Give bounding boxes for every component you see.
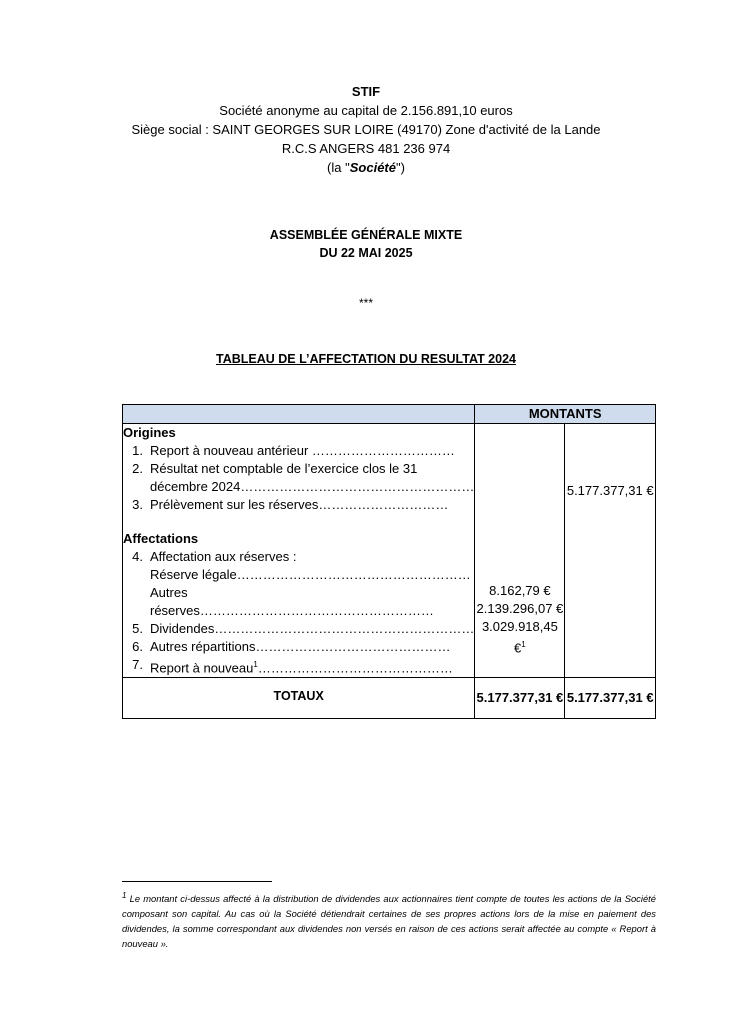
totals-origins: 5.177.377,31 € [565,678,656,719]
origin-item-number: 1. [132,443,143,458]
affectation-item-number [123,566,150,584]
origin-item [123,478,474,496]
affectation-item-number: 5. [132,621,143,636]
meeting-type: ASSEMBLÉE GÉNÉRALE MIXTE [269,228,463,242]
affectation-item-text: Autres réserves……………………………………………… [150,585,434,618]
amount-affectations-cell [475,424,565,678]
amount-autres-reserves: 2.139.296,07 € [476,601,564,616]
affectation-item [123,566,474,584]
affectation-item-number: 6. [132,639,143,654]
company-address: Siège social : SAINT GEORGES SUR LOIRE (49170) Zone d'activité de la Lande [131,122,601,137]
affectations-title: Affectations [123,531,199,546]
origin-item-text: Prélèvement sur les réserves………………………… [150,497,449,512]
totals-row [123,678,656,719]
origin-item-text: décembre 2024……………………………………………… [150,479,475,494]
amount-reserve-legale: 8.162,79 € [489,583,551,598]
affectation-item [123,620,474,638]
amount-origins-cell [565,424,656,678]
amount-origin-total: 5.177.377,31 € [566,483,654,498]
company-capital: Société anonyme au capital de 2.156.891,10 euros [219,103,513,118]
origin-item-text: Résultat net comptable de l’exercice clos le 31 [150,461,418,476]
affectations-list [123,548,474,677]
company-rcs: R.C.S ANGERS 481 236 974 [281,141,451,156]
footnote-marker: 1 [122,891,127,900]
footnote-divider [122,881,272,882]
origin-item-text: Report à nouveau antérieur …………………………… [150,443,455,458]
table-body-row [123,424,656,678]
origins-list [123,442,474,514]
table-header-row [123,405,656,424]
totals-affectations: 5.177.377,31 € [475,678,565,719]
table-title: TABLEAU DE L’AFFECTATION DU RESULTAT 2024 [215,352,516,366]
origin-item-number [123,478,150,496]
origins-title: Origines [123,425,176,440]
affectation-item-text: Réserve légale……………………………………………… [150,567,471,582]
affectation-item [123,656,474,677]
affectation-item [123,548,474,566]
affectation-item-number: 4. [132,549,143,564]
origin-item [123,496,474,514]
affectation-item-number [123,584,150,620]
footnote-text: Le montant ci-dessus affecté à la distribution de dividendes aux actionnaires tient compte de toutes les actions de la Société composant son capital. Au cas où la Société détiendrait certaines de ses propres actions lors de la mise en paiement des dividendes, la somme correspondant aux dividendes non versés en raison de ces actions serait affectée au compte « Report à nouveau ». [122,893,656,950]
affectation-item-text: Affectation aux réserves : [150,549,297,564]
meeting-title [0,226,732,262]
origin-item-number: 2. [132,461,143,476]
footnote [122,888,656,951]
allocation-table [122,404,656,719]
affectation-item-text: Dividendes…………………………………………………… [150,621,475,636]
description-cell [123,424,475,678]
affectation-item-text: Report à nouveau$^1$……………………………………… [150,660,453,676]
separator: *** [358,296,373,310]
affectation-item [123,584,474,620]
affectation-item-number: 7. [132,657,143,672]
meeting-date: DU 22 MAI 2025 [319,246,413,260]
origin-item [123,442,474,460]
header-blank-cell [123,405,475,424]
affectation-item [123,638,474,656]
totals-label: TOTAUX [123,678,475,719]
company-name: STIF [351,84,381,99]
company-header [0,82,732,177]
origin-item-number: 3. [132,497,143,512]
amount-dividendes: 3.029.918,45 €$^1$ [481,619,558,656]
affectation-item-text: Autres répartitions……………………………………… [150,639,451,654]
origin-item [123,460,474,478]
header-amounts: MONTANTS [475,405,656,424]
company-alias: (la "Société") [327,160,405,175]
